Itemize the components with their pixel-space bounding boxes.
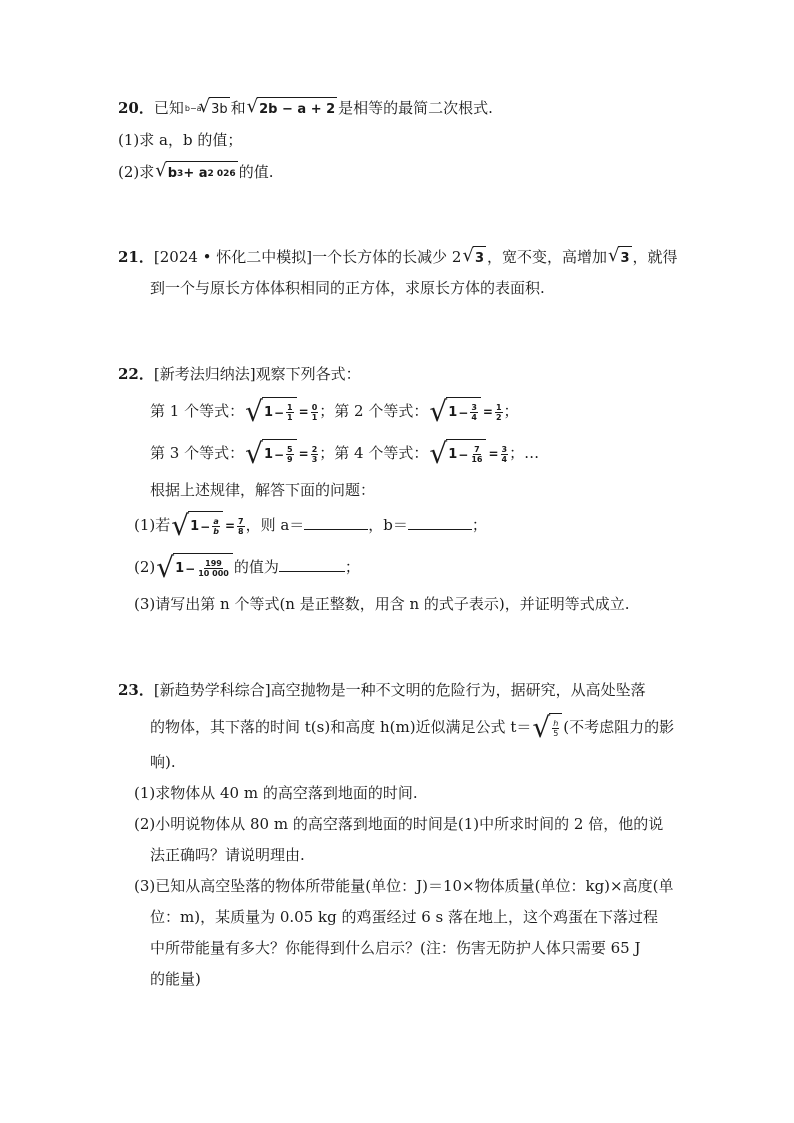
- q23-number: 23．: [118, 681, 154, 699]
- q23-part2-line2: 法正确吗？请说明理由.: [150, 846, 305, 864]
- q20-part1: (1)求 a，b 的值；: [118, 131, 243, 149]
- q20-radical-2: √ 2b − a + 2: [247, 97, 338, 122]
- q21-line1: 21．[2024 • 怀化二中模拟]一个长方体的长减少 2 √ 3 ，宽不变，高增加 √ 3 ，就得: [118, 245, 678, 269]
- q22-eq3: √ 1 − $\frac{5}{9}$: [245, 439, 297, 470]
- q21-line2: 到一个与原长方体体积相同的正方体，求原长方体的表面积.: [150, 279, 545, 297]
- q23-part3-line3: 中所带能量有多大？你能得到什么启示？(注：伤害无防护人体只需要 65 J: [150, 939, 641, 957]
- q22-part2: (2) √ 1 − $\frac{199}{10 000}$ 的值为 ；: [134, 550, 360, 584]
- q23-line1: 23．[新趋势学科综合]高空抛物是一种不文明的危险行为，据研究，从高处坠落: [118, 681, 646, 699]
- q21-radical-2: √ 3: [608, 246, 632, 271]
- q22-eq-row1: 第 1 个等式： √ 1 − $\frac{1}{1}$ = $\frac{0}{1}$ ；第 2 个等式： √ 1 − $\frac{3}{4}$ = $\frac{1}{2}$ ；: [150, 394, 519, 428]
- q22-blank-b[interactable]: [408, 513, 472, 530]
- q20-part2: (2)求 √ b 3 + a 2 026 的值.: [118, 160, 273, 184]
- q22-part3: (3)请写出第 n 个等式(n 是正整数，用含 n 的式子表示)，并证明等式成立.: [134, 595, 630, 613]
- q23-formula: √ $\frac{h}{5}$: [532, 713, 562, 743]
- q23-line3: 响).: [150, 753, 176, 771]
- q21-number: 21．: [118, 248, 154, 266]
- q21-radical-1: √ 3: [462, 246, 486, 271]
- q22-eq-row2: 第 3 个等式： √ 1 − $\frac{5}{9}$ = $\frac{2}{3}$ ；第 4 个等式： √ 1 − $\frac{7}{16}$ = $\frac{3}{4}$ ；…: [150, 436, 540, 470]
- q20-line1: 20．已知 b−a √ 3b 和 √ 2b − a + 2 是相等的最简二次根式.: [118, 96, 493, 120]
- q20-radical-1: b−a √ 3b: [185, 97, 230, 122]
- q23-part1: (1)求物体从 40 m 的高空落到地面的时间.: [134, 784, 418, 802]
- q23-part3-line1: (3)已知从高空坠落的物体所带能量(单位：J)＝10×物体质量(单位：kg)×高度(单: [134, 877, 674, 895]
- q22-blank-a[interactable]: [304, 513, 368, 530]
- q22-title: 22．[新考法归纳法]观察下列各式：: [118, 365, 361, 383]
- q22-eq1: √ 1 − $\frac{1}{1}$: [245, 397, 297, 428]
- q23-part3-line4: 的能量): [150, 970, 201, 988]
- q23-part3-line2: 位：m)，某质量为 0.05 kg 的鸡蛋经过 6 s 落在地上，这个鸡蛋在下落过程: [150, 908, 659, 926]
- q20-number: 20．: [118, 99, 154, 117]
- q22-p2-radical: √ 1 − $\frac{199}{10 000}$: [156, 553, 233, 584]
- q22-blank-c[interactable]: [279, 555, 345, 572]
- q22-eq2: √ 1 − $\frac{3}{4}$: [429, 397, 481, 428]
- q22-eq4: √ 1 − $\frac{7}{16}$: [429, 439, 486, 470]
- q22-p1-radical: √ 1 − $\frac{a}{b}$: [171, 511, 223, 542]
- q20-radical-3: √ b 3 + a 2 026: [155, 161, 237, 186]
- q22-number: 22．: [118, 365, 154, 383]
- q23-line2: 的物体，其下落的时间 t(s)和高度 h(m)近似满足公式 t＝ √ $\frac{h}{5}$ (不考虑阻力的影: [150, 711, 675, 744]
- q22-part1: (1)若 √ 1 − $\frac{a}{b}$ = $\frac{7}{8}$ ，则 a＝ ，b＝ ；: [134, 508, 487, 542]
- q23-part2-line1: (2)小明说物体从 80 m 的高空落到地面的时间是(1)中所求时间的 2 倍，他的说: [134, 815, 664, 833]
- q22-instruction: 根据上述规律，解答下面的问题：: [150, 481, 376, 499]
